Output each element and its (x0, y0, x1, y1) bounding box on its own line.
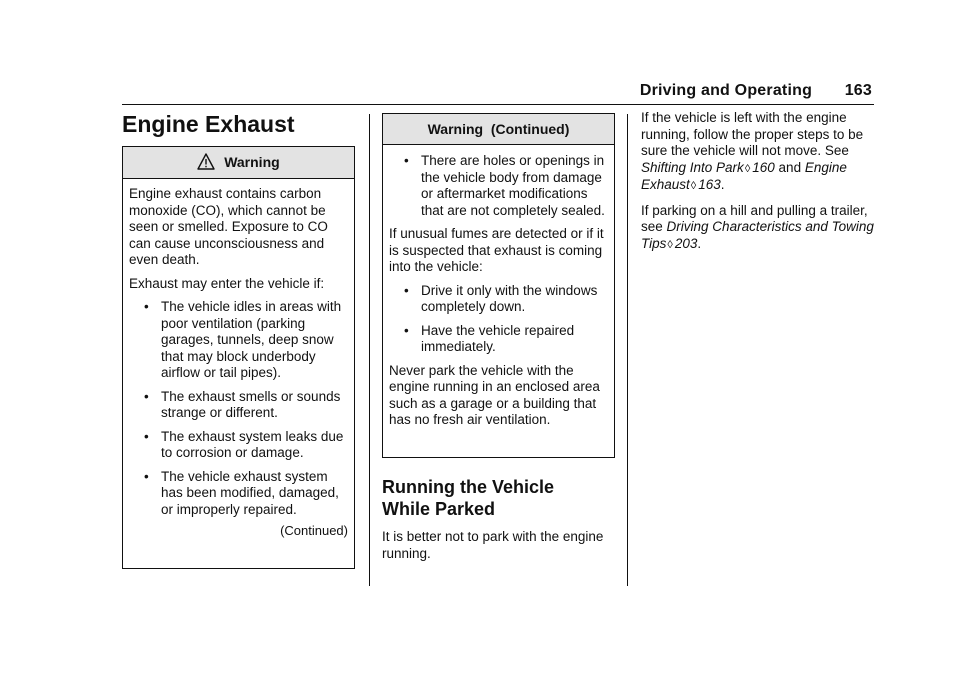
list-item: • The exhaust system leaks due to corrosion or damage. (144, 428, 344, 460)
list-item: • Have the vehicle repaired immediately. (404, 322, 575, 354)
warning-paragraph: Never park the vehicle with the engine running in an enclosed area such as a garage or a building that has no fresh air ventilation. (389, 362, 600, 427)
warning-title: Warning (Continued) (427, 121, 570, 137)
warning-paragraph: Exhaust may enter the vehicle if: (129, 275, 325, 291)
warning-paragraph: Engine exhaust contains carbon monoxide (CO), which cannot be seen or smelled. Exposure to CO can cause unconsciousness and even death. (129, 186, 328, 267)
xref-page-203[interactable]: 203 (674, 235, 698, 251)
list-item: • There are holes or openings in the vehicle body from damage or aftermarket modifications that are not completely sealed. (404, 153, 605, 218)
warning-bullet-list (389, 283, 608, 356)
xref-page-160[interactable]: 160 (752, 159, 775, 175)
section-title-engine-exhaust: Engine Exhaust (122, 111, 295, 137)
list-item: • Drive it only with the windows completely down. (404, 282, 598, 314)
warning-body (123, 179, 354, 544)
warning-box (122, 146, 355, 569)
warning-bullet-list (389, 153, 608, 219)
right-column (641, 110, 874, 261)
xref-link-shifting-into-park[interactable]: Shifting Into Park (641, 159, 744, 175)
body-paragraph: If the vehicle is left with the engine running, follow the proper steps to be sure the vehicle will not move. See Shifting Into Park◊ 160 and Engine Exhaust◊ 163. (641, 110, 864, 192)
warning-title: Warning (224, 154, 280, 170)
page-reference-icon: ◊ (744, 162, 751, 175)
xref-link-driving-towing-tips[interactable]: Driving Characteristics and Towing Tips (641, 219, 874, 251)
page-header (640, 82, 872, 100)
left-column (122, 110, 355, 569)
column-divider-1 (369, 114, 370, 586)
middle-column (382, 113, 615, 570)
warning-header (123, 147, 354, 179)
body-paragraph: It is better not to park with the engine running. (382, 529, 604, 561)
warning-bullet-list (129, 299, 348, 518)
page-number: 163 (844, 82, 872, 99)
page-reference-icon: ◊ (690, 180, 697, 192)
warning-paragraph: If unusual fumes are detected or if it is suspected that exhaust is coming into the vehicle: (389, 226, 604, 274)
xref-link-engine-exhaust[interactable]: Engine Exhaust (641, 159, 847, 192)
chapter-title: Driving and Operating (639, 82, 813, 99)
list-item: • The vehicle idles in areas with poor ventilation (parking garages, tunnels, deep snow that may block underbody airflow or tail pipes). (144, 299, 342, 380)
page-reference-icon: ◊ (667, 238, 673, 251)
continued-label: (Continued) (280, 523, 348, 538)
body-paragraph: If parking on a hill and pulling a trailer, see Driving Characteristics and Towing Tips◊ 203. (641, 202, 874, 251)
warning-body (383, 145, 614, 433)
warning-box-continued (382, 113, 615, 458)
column-divider-2 (627, 114, 628, 586)
warning-header (383, 114, 614, 145)
section-title-running-parked: Running the Vehicle While Parked (382, 477, 555, 519)
header-rule (122, 104, 874, 105)
list-item: • The vehicle exhaust system has been modified, damaged, or improperly repaired. (144, 468, 339, 517)
xref-page-163[interactable]: 163 (698, 177, 721, 192)
warning-triangle-icon (197, 150, 215, 181)
list-item: • The exhaust smells or sounds strange or different. (144, 388, 341, 420)
